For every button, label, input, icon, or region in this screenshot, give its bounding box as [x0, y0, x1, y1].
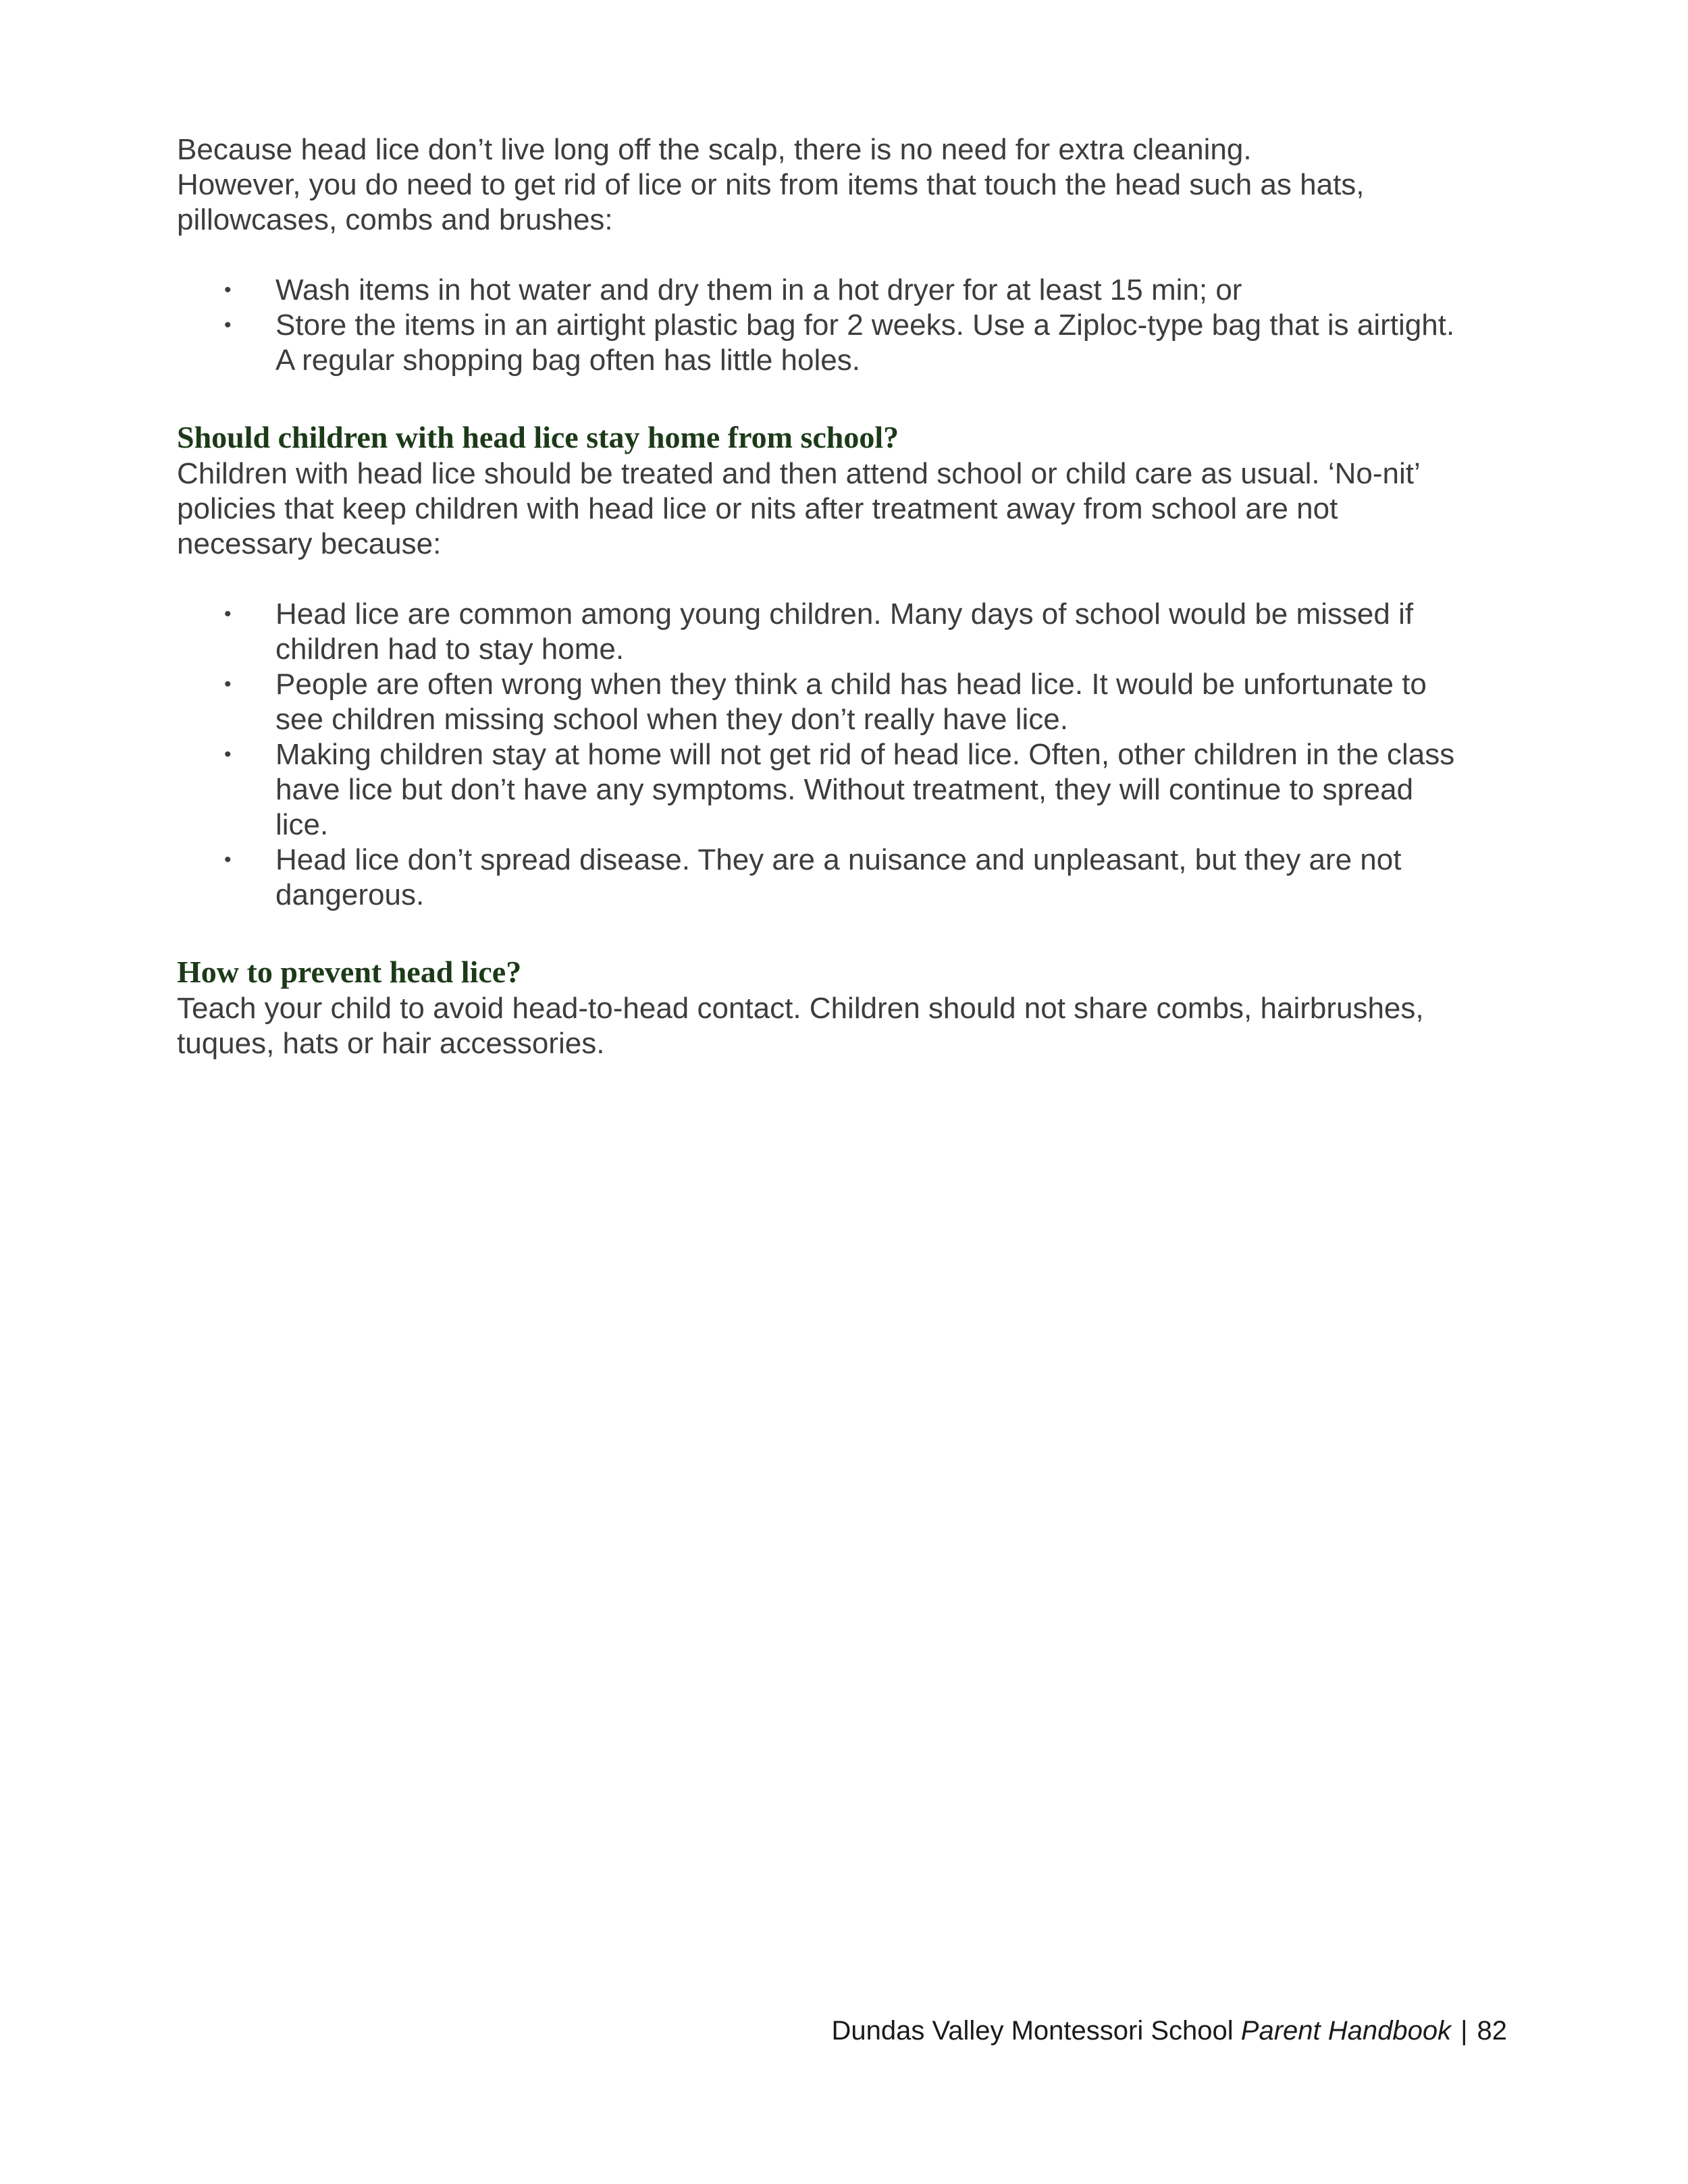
section-heading-prevent: How to prevent head lice?: [177, 955, 522, 989]
bullet-icon: •: [224, 673, 232, 695]
intro-paragraph: [177, 132, 1527, 238]
list-item-text: Head lice are common among young children. Many days of school would be missed if children had to stay home.: [275, 597, 1414, 666]
list-item: [177, 308, 1500, 378]
intro-line-1: Because head lice don’t live long off the scalp, there is no need for extra cleaning.: [177, 133, 1252, 166]
section-school-body: Children with head lice should be treated and then attend school or child care as usual. ‘No-nit’ policies that keep children with head lice or nits after treatment away from school are not necessary because:: [177, 457, 1420, 560]
list-item: [177, 273, 1500, 308]
bullet-icon: •: [224, 279, 232, 301]
bullet-icon: •: [224, 743, 232, 766]
reasons-list: [177, 597, 1500, 913]
list-item: [177, 667, 1500, 737]
footer-publication: Parent Handbook: [1240, 2016, 1452, 2046]
page-number: 82: [1477, 2016, 1507, 2046]
bullet-icon: •: [224, 849, 232, 871]
bullet-icon: •: [224, 314, 232, 336]
bullet-icon: •: [224, 603, 232, 625]
footer-school-name: Dundas Valley Montessori School: [831, 2016, 1234, 2046]
footer-separator: |: [1460, 2016, 1468, 2046]
list-item-text: Wash items in hot water and dry them in a hot dryer for at least 15 min; or: [275, 273, 1242, 307]
page-content: [177, 132, 1527, 1061]
page-footer: [832, 2013, 1507, 2048]
list-item: [177, 843, 1500, 913]
list-item-text: Making children stay at home will not get rid of head lice. Often, other children in the class have lice but don’t have any symptoms. Without treatment, they will continue to spread lice.: [275, 738, 1455, 841]
list-item-text: Head lice don’t spread disease. They are a nuisance and unpleasant, but they are not dangerous.: [275, 843, 1402, 911]
list-item: [177, 597, 1500, 667]
list-item-text: People are often wrong when they think a child has head lice. It would be unfortunate to see children missing school when they don’t really have lice.: [275, 668, 1427, 736]
intro-line-2: However, you do need to get rid of lice or nits from items that touch the head such as hats, pillowcases, combs and brushes:: [177, 168, 1365, 236]
list-item: [177, 737, 1500, 843]
cleaning-list: [177, 273, 1500, 378]
list-item-text: Store the items in an airtight plastic bag for 2 weeks. Use a Ziploc-type bag that is airtight. A regular shopping bag often has little holes.: [275, 309, 1455, 377]
section-heading-school: Should children with head lice stay home from school?: [177, 420, 899, 454]
section-prevent-body: Teach your child to avoid head-to-head contact. Children should not share combs, hairbrushes, tuques, hats or hair accessories.: [177, 992, 1424, 1060]
